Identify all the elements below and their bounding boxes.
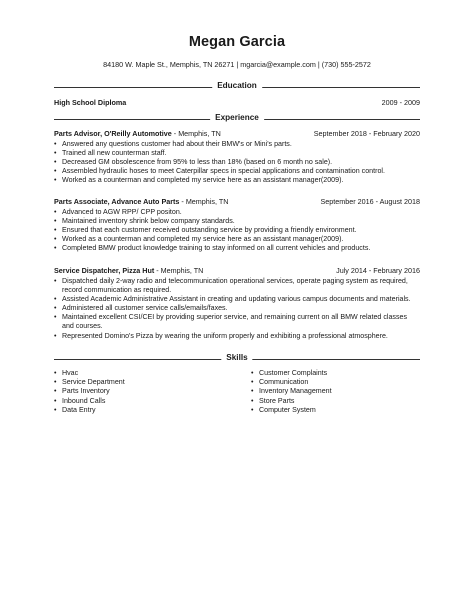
- resume-name: Megan Garcia: [188, 34, 286, 50]
- list-item: • Represented Domino's Pizza by wearing the uniform properly and exhibiting a professional atmosphere.: [54, 332, 420, 341]
- education-entry: [54, 98, 420, 108]
- experience-section-header: [54, 114, 420, 124]
- skills-list-left: [54, 369, 234, 415]
- list-item: • Completed BMW product knowledge training to stay informed on all current vehicles and products.: [54, 244, 420, 253]
- experience-heading: Experience: [210, 113, 264, 122]
- list-item: • Ensured that each customer received outstanding service by providing a friendly environment.: [54, 226, 420, 235]
- education-section-header: [54, 82, 420, 92]
- degree: High School Diploma: [54, 98, 127, 107]
- list-item: • Inbound Calls: [54, 397, 234, 406]
- job-location: - Memphis, TN: [154, 266, 204, 275]
- skills-heading: Skills: [221, 353, 252, 362]
- list-item: • Store Parts: [251, 397, 421, 406]
- list-item: • Customer Complaints: [251, 369, 421, 378]
- list-item: • Maintained inventory shrink below company standards.: [54, 217, 420, 226]
- job-bullets: [54, 208, 420, 253]
- list-item: • Hvac: [54, 369, 234, 378]
- job-header: [54, 266, 420, 276]
- list-item: • Answered any questions customer had about their BMW's or Mini's parts.: [54, 140, 420, 149]
- list-item: • Trained all new counterman staff.: [54, 149, 420, 158]
- list-item: • Worked as a counterman and completed my service here as an assistant manager(2009).: [54, 176, 420, 185]
- skills-section-header: [54, 354, 420, 364]
- list-item: • Assisted Academic Administrative Assistant in creating and updating various campus documents and materials.: [54, 295, 420, 304]
- contact-line: 84180 W. Maple St., Memphis, TN 26271 | mgarcia@example.com | (730) 555-2572: [103, 60, 371, 69]
- list-item: • Computer System: [251, 406, 421, 415]
- list-item: • Administered all customer service calls/emails/faxes.: [54, 304, 420, 313]
- job-header: [54, 129, 420, 139]
- list-item: • Service Department: [54, 378, 234, 387]
- job-dates: July 2014 - February 2016: [336, 266, 420, 275]
- education-dates: 2009 - 2009: [381, 98, 420, 107]
- job-title: Service Dispatcher, Pizza Hut: [54, 266, 155, 275]
- list-item: • Decreased GM obsolescence from 95% to less than 18% (based on 6 month no sale).: [54, 158, 420, 167]
- job-title-line: [54, 129, 221, 138]
- list-item: • Worked as a counterman and completed my service here as an assistant manager(2009).: [54, 235, 420, 244]
- job-bullets: [54, 277, 420, 341]
- list-item: • Maintained excellent CSI/CEI by providing superior service, and remaining current on all BMW related classes and courses.: [54, 313, 420, 331]
- job-title-line: [54, 266, 203, 275]
- list-item: • Data Entry: [54, 406, 234, 415]
- list-item: • Communication: [251, 378, 421, 387]
- skills-list-right: [251, 369, 421, 415]
- job-title-line: [54, 197, 228, 206]
- job-location: - Memphis, TN: [171, 129, 221, 138]
- job-dates: September 2018 - February 2020: [313, 129, 420, 138]
- job-location: - Memphis, TN: [179, 197, 229, 206]
- list-item: • Parts Inventory: [54, 387, 234, 396]
- job-title: Parts Associate, Advance Auto Parts: [54, 197, 180, 206]
- education-heading: Education: [212, 81, 262, 90]
- job-bullets: [54, 140, 420, 185]
- job-title: Parts Advisor, O'Reilly Automotive: [54, 129, 172, 138]
- list-item: • Dispatched daily 2-way radio and telecommunication operational services, operate paging system as required, record communication as required.: [54, 277, 420, 295]
- list-item: • Advanced to AGW RPP/ CPP positon.: [54, 208, 420, 217]
- job-dates: September 2016 - August 2018: [320, 197, 420, 206]
- list-item: • Inventory Management: [251, 387, 421, 396]
- list-item: • Assembled hydraulic hoses to meet Caterpillar specs in special applications and contamination control.: [54, 167, 420, 176]
- job-header: [54, 197, 420, 207]
